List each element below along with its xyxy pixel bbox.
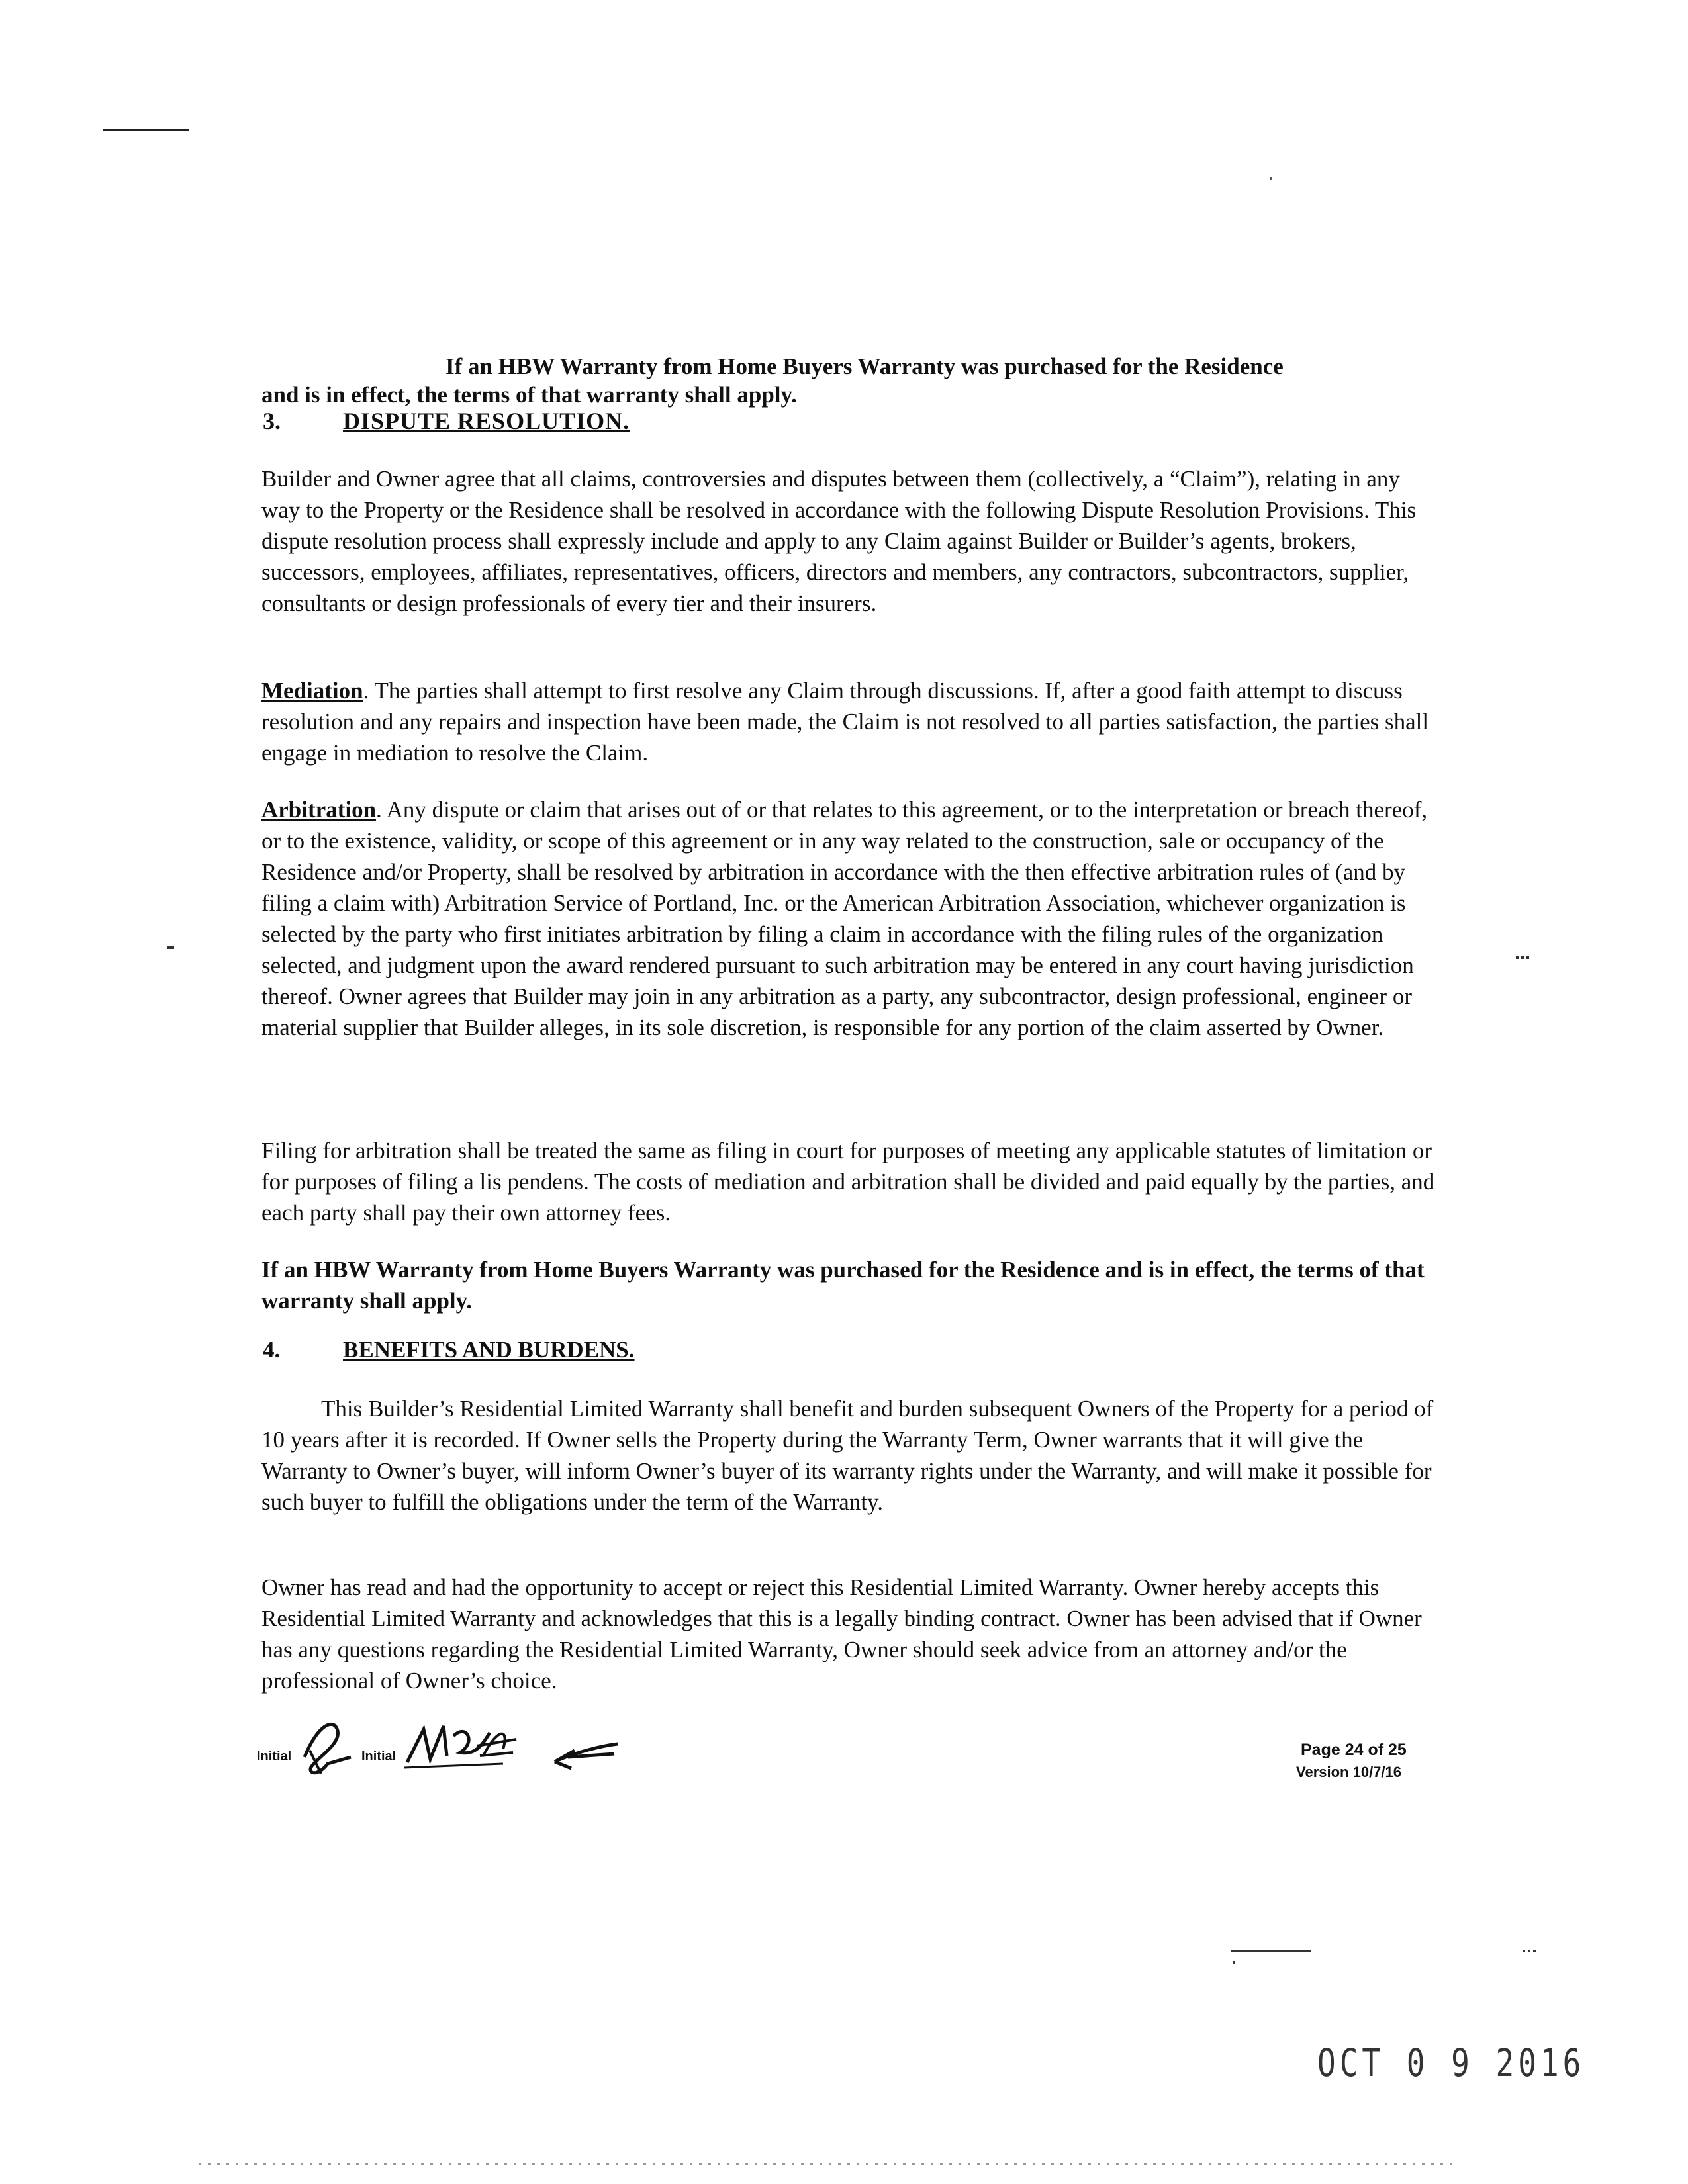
scan-noise-bottom [199, 2163, 1456, 2165]
scan-mark-lower [1231, 1950, 1311, 1952]
initial-signature-1 [298, 1711, 357, 1784]
scan-mark-top-left [103, 129, 189, 131]
warranty-note-top-line2: and is in effect, the terms of that warranty shall apply. [261, 382, 797, 408]
scan-mark-lower-dot [1233, 1961, 1235, 1964]
filing-paragraph: Filing for arbitration shall be treated the same as filing in court for purposes of meeting any applicable statutes of limitation or for purposes of filing a lis pendens. The costs of mediation and arbitration shall be divided and paid equally by the parties, and each party shall pay their own attorney fees. [261, 1138, 1435, 1226]
page-number: Page 24 of 25 [1301, 1741, 1407, 1759]
initial-label-1: Initial [257, 1749, 292, 1764]
version-label: Version 10/7/16 [1296, 1764, 1401, 1780]
warranty-note-top-line1: If an HBW Warranty from Home Buyers Warranty was purchased for the Residence [445, 353, 1284, 379]
arbitration-label: Arbitration [261, 797, 377, 823]
scan-mark-left-margin [167, 946, 174, 949]
section-4-number: 4. [263, 1337, 281, 1363]
scan-mark-lower-right [1523, 1950, 1538, 1952]
scan-mark-right-margin [1516, 956, 1532, 959]
warranty-note-section-3: If an HBW Warranty from Home Buyers Warranty was purchased for the Residence and is in effect, the terms of that warranty shall apply. [261, 1257, 1425, 1314]
section-4-heading: BENEFITS AND BURDENS. [343, 1337, 635, 1363]
benefits-paragraph [261, 1393, 1440, 1518]
scan-mark-dot [1270, 177, 1272, 180]
arrow-icon [548, 1727, 621, 1774]
dispute-resolution-intro: Builder and Owner agree that all claims, controversies and disputes between them (collectively, a “Claim”), relating in any way to the Property or the Residence shall be resolved in accordance with the following Dispute Resolution Provisions. This dispute resolution process shall expressly include and apply to any Claim against Builder or Builder’s agents, brokers, successors, employees, affiliates, representatives, officers, directors and members, any contractors, subcontractors, supplier, consultants or design professionals of every tier and their insurers. [261, 466, 1417, 616]
initials-area [257, 1711, 654, 1784]
received-date-stamp: OCT 0 9 2016 [1317, 2040, 1585, 2085]
mediation-text: . The parties shall attempt to first resolve any Claim through discussions. If, after a good faith attempt to discuss resolution and any repairs and inspection have been made, the Claim is not resolved to all parties satisfaction, the parties shall engage in mediation to resolve the Claim. [261, 678, 1429, 766]
mediation-paragraph [261, 675, 1440, 768]
section-3-number: 3. [263, 408, 281, 434]
arbitration-paragraph [261, 794, 1440, 1043]
arbitration-text: . Any dispute or claim that arises out of or that relates to this agreement, or to the interpretation or breach thereof, or to the existence, validity, or scope of this agreement or in any way related to the construction, sale or occupancy of the Residence and/or Property, shall be resolved by arbitration in accordance with the then effective arbitration rules of (and by filing a claim with) Arbitration Service of Portland, Inc. or the American Arbitration Association, whichever organization is selected by the party who first initiates arbitration by filing a claim in accordance with the filing rules of the organization selected, and judgment upon the award rendered pursuant to such arbitration may be entered in any court having jurisdiction thereof. Owner agrees that Builder may join in any arbitration as a party, any subcontractor, design professional, engineer or material supplier that Builder alleges, in its sole discretion, is responsible for any portion of the claim asserted by Owner. [261, 797, 1428, 1040]
acceptance-paragraph: Owner has read and had the opportunity to accept or reject this Residential Limited Warranty. Owner hereby accepts this Residential Limited Warranty and acknowledges that this is a legally binding contract. Owner has been advised that if Owner has any questions regarding the Residential Limited Warranty, Owner should seek advice from an attorney and/or the professional of Owner’s choice. [261, 1574, 1422, 1694]
initial-signature-2 [404, 1716, 523, 1776]
benefits-text: This Builder’s Residential Limited Warranty shall benefit and burden subsequent Owners of the Property for a period of 10 years after it is recorded. If Owner sells the Property during the Warranty Term, Owner warrants that it will give the Warranty to Owner’s buyer, will inform Owner’s buyer of its warranty rights under the Warranty, and will make it possible for such buyer to fulfill the obligations under the term of the Warranty. [261, 1396, 1434, 1515]
mediation-label: Mediation [261, 678, 363, 704]
initial-label-2: Initial [361, 1749, 397, 1764]
section-3-heading: DISPUTE RESOLUTION. [343, 408, 630, 434]
